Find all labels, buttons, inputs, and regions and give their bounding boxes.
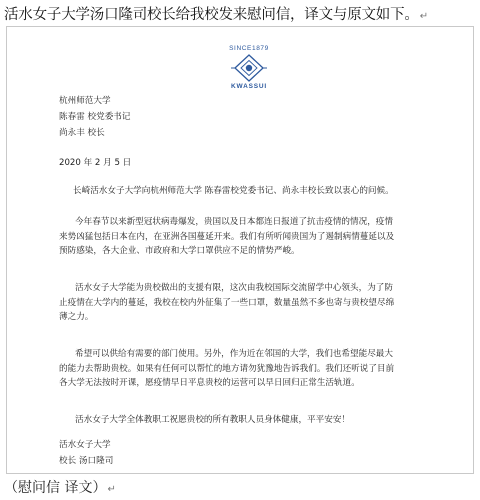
- body-paragraph-3: [59, 347, 394, 391]
- university-logo: [219, 45, 279, 90]
- letter-date: 2020 年 2 月 5 日: [59, 158, 132, 168]
- body-line: 活水女子大学能为贵校做出的支援有限，这次由我校国际交流留学中心领头，为了防: [75, 283, 393, 293]
- body-line: 预防感染，各大企业、市政府和大学口罩供应不足的情势严峻。: [59, 246, 300, 256]
- addressee-university: 杭州师范大学: [59, 96, 111, 106]
- addressee-person-1: 陈春雷 校党委书记: [59, 112, 131, 122]
- body-paragraph-4: [59, 413, 350, 428]
- signature-person: 校长 汤口隆司: [59, 456, 114, 466]
- body-paragraph-1: [59, 215, 394, 259]
- letter-caption: [4, 480, 116, 498]
- body-line: 希望可以供给有需要的部门使用。另外，作为近在邻国的大学，我们也希望能尽最大: [75, 349, 393, 359]
- body-line: 的能力去帮助贵校。如果有任何可以帮忙的地方请勿犹豫地告诉我们。我们还听说了目前: [59, 363, 395, 374]
- letter-image: [6, 26, 474, 474]
- paragraph-mark: ↵: [107, 484, 116, 495]
- body-line: 薄之力。: [59, 312, 94, 322]
- body-line: 各大学无法按时开课，愿疫情早日平息贵校的运营可以早日回归正常生活轨道。: [59, 378, 360, 388]
- body-paragraph-2: [59, 281, 394, 325]
- body-line: 来势凶猛包括日本在内，在亚洲各国蔓延开来。我们有所听闻贵国为了遏制病情蔓延以及: [59, 231, 395, 242]
- body-line: 今年春节以来新型冠状病毒爆发，贵国以及日本都连日报道了抗击疫情的情况，疫情: [75, 217, 393, 227]
- intro-sentence: 活水女子大学汤口隆司校长给我校发来慰问信，译文与原文如下。: [4, 7, 419, 23]
- caption-text: （慰问信 译文）: [4, 480, 107, 496]
- logo-since: SINCE1879: [229, 45, 269, 52]
- body-line: 止疫情在大学内的蔓延，我校在校内外征集了一些口罩，数量虽然不多也寄与贵校望尽绵: [59, 297, 395, 308]
- body-line: 活水女子大学全体教职工祝愿贵校的所有教职人员身体健康，平平安安！: [75, 415, 351, 425]
- intro-text: [4, 6, 476, 26]
- letter-greeting: 长崎活水女子大学向杭州师范大学 陈春雷校党委书记、尚永丰校长致以衷心的问候。: [73, 186, 394, 196]
- paragraph-mark: ↵: [419, 11, 428, 22]
- signature-university: 活水女子大学: [59, 440, 111, 450]
- addressee-person-2: 尚永丰 校长: [59, 128, 105, 138]
- logo-wordmark: KWASSUI: [231, 83, 267, 90]
- logo-emblem-icon: [231, 53, 267, 83]
